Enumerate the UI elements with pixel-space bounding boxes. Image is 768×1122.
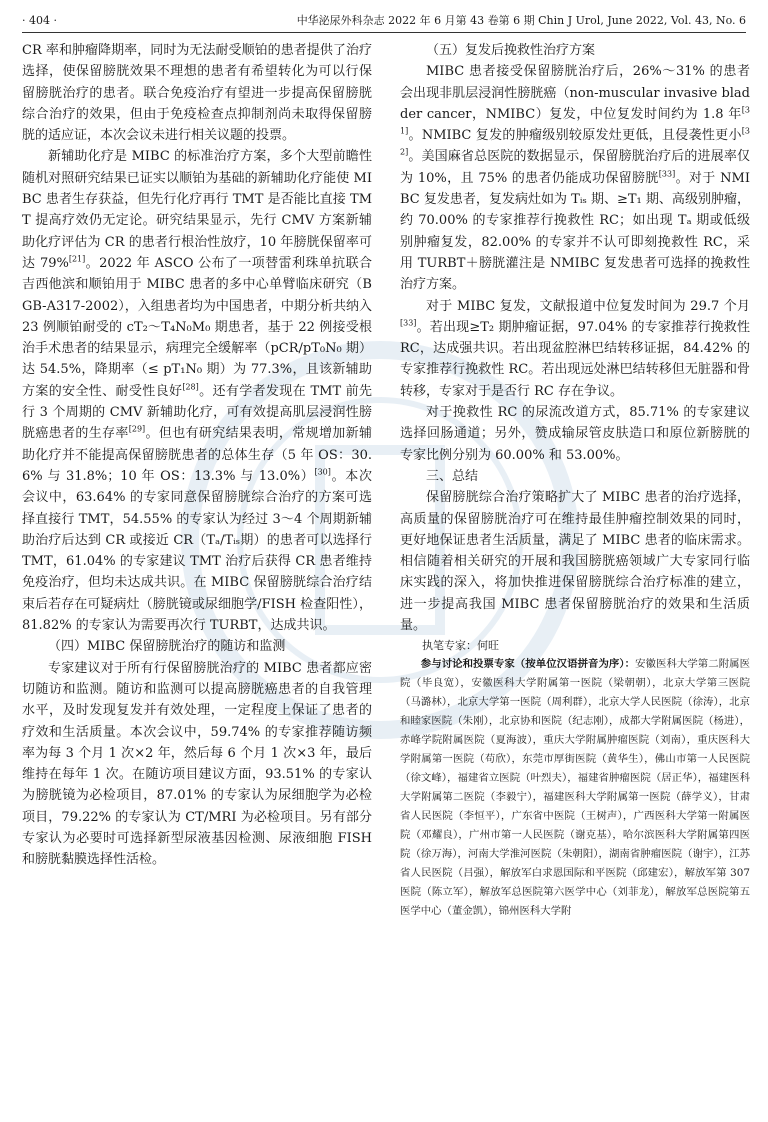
- right-paragraph-2: 对于 MIBC 复发，文献报道中位复发时间为 29.7 个月[33]。若出现≥T₂ 期肿瘤证据，97.04% 的专家推荐行挽救性 RC，达成强共识。若出现盆腔淋巴结转移证据，84.42% 的专家推荐行挽救性 RC。若出现远处淋巴结转移但无脏器和骨转移，专家对于是否行 RC 存在争议。: [400, 298, 750, 399]
- section-heading-summary: 三、总结: [426, 468, 479, 484]
- section-heading-salvage: （五）复发后挽救性治疗方案: [426, 43, 596, 58]
- citation: [30]: [314, 467, 331, 477]
- citation: [32]: [400, 126, 750, 158]
- citation: [29]: [128, 425, 146, 435]
- expert-list: 参与讨论和投票专家（按单位汉语拼音为序）：安徽医科大学第二附属医院（毕良宽），安徽医科大学附属第一医院（梁朝朝），北京大学第三医院（马潞林），北京大学第一医院（周利群），北京大学人民医院（徐涛），北京和睦家医院（朱刚），北京协和医院（纪志刚），成都大学附属医院（杨进），赤峰学院附属医院（夏海波），重庆大学附属肿瘤医院（刘南），重庆医科大学附属第一医院（苟欣），东莞市厚街医院（黄华生），佛山市第一人民医院（徐文峰），福建省立医院（叶烈夫），福建省肿瘤医院（居正华），福建医科大学附属第二医院（李毅宁），福建医科大学附属第一医院（薛学义），甘肃省人民医院（李恒平），广东省中医院（王树声），广西医科大学第一附属医院（邓耀良），广州市第一人民医院（谢克基），哈尔滨医科大学附属第四医院（徐万海），河南大学淮河医院（朱朝阳），湖南省肿瘤医院（谢宇），江苏省人民医院（吕强），解放军白求恩国际和平医院（邱建宏），解放军第 307 医院（陈立军），解放军总医院第六医学中心（刘菲龙），解放军总医院第五医学中心（董金凯），锦州医科大学附: [400, 658, 750, 918]
- left-paragraph-3: 专家建议对于所有行保留膀胱治疗的 MIBC 患者都应密切随访和监测。随访和监测可以提高膀胱癌患者的自我管理水平，及时发现复发并有效处理，一定程度上保证了患者的疗效和生活质量。本次会议中，59.74% 的专家推荐随访频率为每 3 个月 1 次×2 年，然后每 6 个月 1 次×3 年，最后维持在每年 1 次。在随访项目建议方面，93.51% 的专家认为膀胱镜为必检项目，87.01% 的专家认为尿细胞学为必检项目，79.22% 的专家认为 CT/MRI 为必检项目。另有部分专家认为必要时可选择新型尿液基因检测、尿液细胞 FISH 和膀胱黏膜选择性活检。: [22, 660, 372, 868]
- citation: [33]: [400, 318, 417, 328]
- citation: [21]: [68, 254, 86, 264]
- expert-list-label: 参与讨论和投票专家（按单位汉语拼音为序）：: [420, 658, 636, 671]
- writing-expert: 执笔专家：何旺: [422, 639, 499, 653]
- left-paragraph-1: CR 率和肿瘤降期率，同时为无法耐受顺铂的患者提供了治疗选择，使保留膀胱效果不理想的患者有希望转化为可以行保留膀胱治疗的患者。联合免疫治疗有望进一步提高保留膀胱综合治疗的效果，但由于免疫检查点抑制剂尚未取得保留膀胱的适应证，本次会议未进行相关议题的投票。: [22, 43, 372, 144]
- left-paragraph-2: 新辅助化疗是 MIBC 的标准治疗方案，多个大型前瞻性随机对照研究结果已证实以顺铂为基础的新辅助化疗能使 MIBC 患者生存获益，但先行化疗再行 TMT 是否能比直接 TMT 提高疗效仍无定论。研究结果显示，先行 CMV 方案新辅助化疗评估为 CR 的患者行根治性放疗，10 年膀胱保留率可达 79%[21]。2022 年 ASCO 公布了一项替雷利珠单抗联合吉西他滨和顺铂用于 MIBC 患者的多中心单臂临床研究（BGB-A317-2002），入组患者均为中国患者，中期分析共纳入 23 例顺铂耐受的 cT₂～T₄N₀M₀ 期患者，基于 22 例接受根治手术患者的结果显示，病理完全缓解率（pCR/pT₀N₀ 期）达 54.5%，降期率（≤ pT₁N₀ 期）为 77.3%，且该新辅助方案的安全性、耐受性良好[28]。还有学者发现在 TMT 前先行 3 个周期的 CMV 新辅助化疗，可有效提高肌层浸润性膀胱癌患者的生存率[29]。但也有研究结果表明，常规增加新辅助化疗并不能提高保留膀胱患者的总体生存（5 年 OS：30.6% 与 31.8%；10 年 OS：13.3% 与 13.0%）[30]。本次会议中，63.64% 的专家同意保留膀胱综合治疗的方案可选择直接行 TMT，54.55% 的专家认为经过 3～4 个周期新辅助治疗后达到 CR 或接近 CR（Tₐ/Tᵢₛ期）的患者可以选择行 TMT，61.04% 的专家建议 TMT 治疗后获得 CR 患者维持免疫治疗，但均未达成共识。在 MIBC 保留膀胱综合治疗结束后若存在可疑病灶（膀胱镜或尿细胞学/FISH 检查阳性），81.82% 的专家认为需要再次行 TURBT，达成共识。: [22, 149, 372, 634]
- left-column: [22, 40, 372, 871]
- citation: [28]: [182, 382, 199, 392]
- right-column: [400, 40, 750, 921]
- citation: [31]: [400, 105, 750, 136]
- citation: [33]: [658, 169, 676, 179]
- right-paragraph-3: 对于挽救性 RC 的尿流改道方式，85.71% 的专家建议选择回肠通道；另外，赞成输尿管皮肤造口和原位新膀胱的专家比例分别为 60.00% 和 53.00%。: [400, 405, 750, 463]
- right-paragraph-4: 保留膀胱综合治疗策略扩大了 MIBC 患者的治疗选择，高质量的保留膀胱治疗可在维持最佳肿瘤控制效果的同时，更好地保证患者生活质量，满足了 MIBC 患者的临床需求。相信随着相关研究的开展和我国膀胱癌领域广大专家同行临床实践的深入，将加快推进保留膀胱综合治疗标准的建立，进一步提高我国 MIBC 患者保留膀胱治疗的效果和生活质量。: [400, 490, 750, 634]
- journal-running-title: 中华泌尿外科杂志 2022 年 6 月第 43 卷第 6 期 Chin J Urol, June 2022, Vol. 43, No. 6: [296, 14, 746, 27]
- right-paragraph-1: MIBC 患者接受保留膀胱治疗后，26%～31% 的患者会出现非肌层浸润性膀胱癌（non-muscular invasive bladder cancer，NMIBC）复发，中位复发时间约为 1.8 年[31]。NMIBC 复发的肿瘤级别较原发灶更低，且侵袭性更小[32]。美国麻省总医院的数据显示，保留膀胱治疗后的进展率仅为 10%，且 75% 的患者仍能成功保留膀胱[33]。对于 NMIBC 复发患者，复发病灶如为 Tᵢₛ 期、≥T₁ 期、高级别肿瘤，约 70.00% 的专家推荐行挽救性 RC；如出现 Tₐ 期或低级别肿瘤复发，82.00% 的专家并不认可即刻挽救性 RC，采用 TURBT＋膀胱灌注是 NMIBC 复发患者可选择的挽救性治疗方案。: [400, 64, 750, 293]
- section-heading-follow-up: （四）MIBC 保留膀胱治疗的随访和监测: [48, 639, 286, 655]
- page-number: · 404 ·: [22, 14, 57, 27]
- page-header: [22, 10, 746, 33]
